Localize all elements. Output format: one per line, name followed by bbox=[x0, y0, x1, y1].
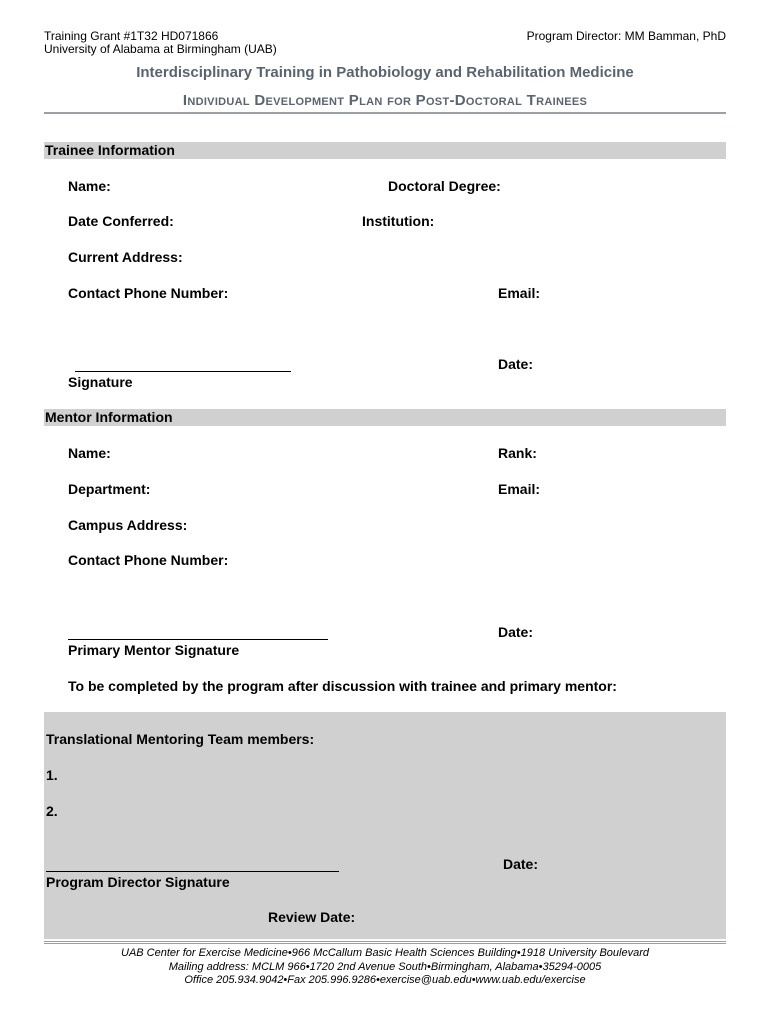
program-director: Program Director: MM Bamman, PhD bbox=[526, 29, 726, 43]
director-signature-label: Program Director Signature bbox=[46, 874, 230, 890]
mentor-phone-label: Contact Phone Number: bbox=[68, 552, 229, 568]
trainee-signature-line[interactable] bbox=[75, 371, 291, 372]
university-name: University of Alabama at Birmingham (UAB) bbox=[44, 42, 277, 56]
date-conferred-label: Date Conferred: bbox=[68, 213, 174, 229]
mentor-email-label: Email: bbox=[498, 481, 541, 497]
mentor-name-label: Name: bbox=[68, 445, 111, 461]
mentor-department-label: Department: bbox=[68, 481, 151, 497]
trainee-phone-label: Contact Phone Number: bbox=[68, 285, 229, 301]
team-heading: Translational Mentoring Team members: bbox=[46, 731, 315, 747]
trainee-signature-label: Signature bbox=[68, 374, 133, 390]
trainee-date-label: Date: bbox=[498, 356, 534, 372]
mentor-date-label: Date: bbox=[498, 624, 534, 640]
footer-mailing: Mailing address: MCLM 966•1720 2nd Avenue South•Birmingham, Alabama•35294-0005 bbox=[168, 961, 602, 973]
team-member-2: 2. bbox=[46, 803, 58, 819]
footer-address: UAB Center for Exercise Medicine•966 McCallum Basic Health Sciences Building•1918 University Boulevard bbox=[121, 947, 649, 959]
footer-contact: Office 205.934.9042•Fax 205.996.9286•exercise@uab.edu•www.uab.edu/exercise bbox=[184, 974, 586, 986]
page-subtitle: Individual Development Plan for Post-Doctoral Trainees bbox=[182, 92, 588, 109]
grant-number: Training Grant #1T32 HD071866 bbox=[44, 29, 219, 43]
institution-label: Institution: bbox=[362, 213, 435, 229]
mentor-signature-line[interactable] bbox=[68, 639, 328, 640]
current-address-label: Current Address: bbox=[68, 249, 183, 265]
mentor-rank-label: Rank: bbox=[498, 445, 537, 461]
title-divider bbox=[44, 112, 726, 114]
mentor-signature-label: Primary Mentor Signature bbox=[68, 642, 240, 658]
page-title: Interdisciplinary Training in Pathobiology and Rehabilitation Medicine bbox=[136, 64, 634, 81]
trainee-email-label: Email: bbox=[498, 285, 541, 301]
trainee-degree-label: Doctoral Degree: bbox=[388, 178, 501, 194]
team-member-1: 1. bbox=[46, 767, 58, 783]
director-signature-line[interactable] bbox=[46, 871, 339, 872]
trainee-name-label: Name: bbox=[68, 178, 111, 194]
campus-address-label: Campus Address: bbox=[68, 517, 188, 533]
mentor-section-header: Mentor Information bbox=[44, 409, 726, 426]
director-date-label: Date: bbox=[503, 856, 539, 872]
footer-divider bbox=[44, 941, 726, 944]
review-date-label: Review Date: bbox=[268, 909, 356, 925]
program-note: To be completed by the program after discussion with trainee and primary mentor: bbox=[68, 678, 617, 694]
trainee-section-header: Trainee Information bbox=[44, 142, 726, 159]
